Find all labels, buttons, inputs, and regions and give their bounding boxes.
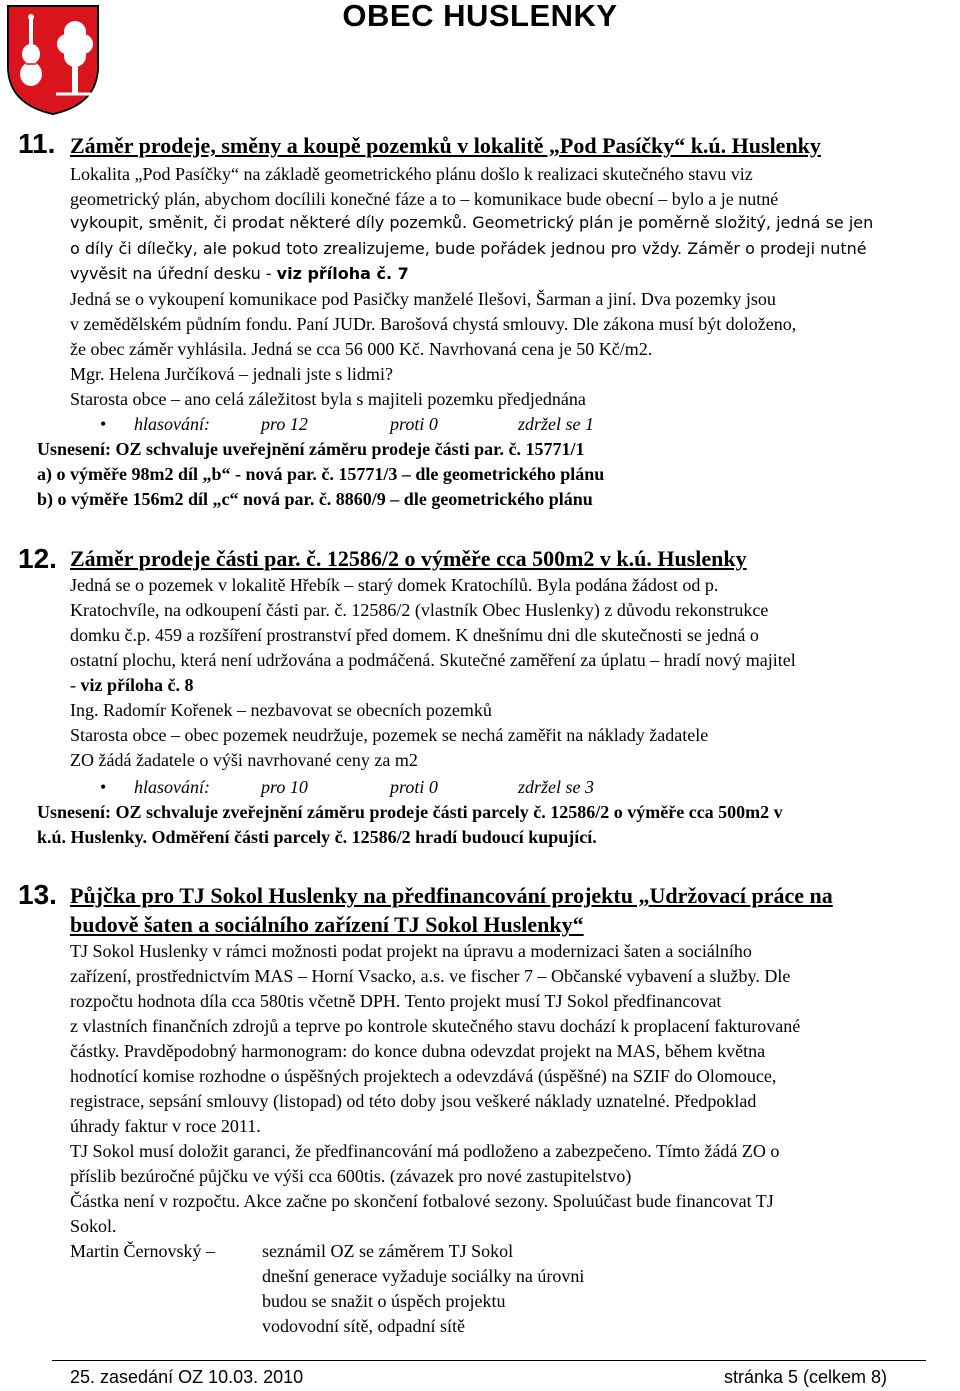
section-12-text: - viz příloha č. 8: [70, 675, 194, 695]
section-12-number: 12.: [18, 543, 57, 574]
attachment-ref: viz příloha č. 8: [80, 675, 194, 695]
footer-meeting: 25. zasedání OZ 10.03. 2010: [70, 1367, 304, 1387]
section-13-text: úhrady faktur v roce 2011.: [70, 1116, 261, 1136]
section-11-text: Jedná se o vykoupení komunikace pod Pasičky manželé Ilešovi, Šarman a jiní. Dva pozemky jsou: [70, 289, 776, 309]
section-13-title: budově šaten a sociálního zařízení TJ Sokol Huslenky“: [70, 912, 584, 937]
section-13-text: TJ Sokol Huslenky v rámci možnosti podat projekt na úpravu a modernizaci šaten a sociálního: [70, 941, 752, 961]
speech-item: seznámil OZ se záměrem TJ Sokol: [262, 1241, 514, 1261]
section-11-text: Mgr. Helena Jurčíková – jednali jste s lidmi?: [70, 364, 393, 384]
section-13-number: 13.: [18, 879, 57, 910]
section-11-text: geometrický plán, abychom docílili konečné fáze a to – komunikace bude obecní – bylo a je nutné: [70, 189, 779, 209]
section-13-text: registrace, sepsání smlouvy (listopad) od této doby jsou veškeré náklady uznatelné. Předpoklad: [70, 1091, 757, 1111]
speaker-name: Martin Černovský –: [70, 1241, 215, 1261]
footer-divider: [52, 1360, 926, 1361]
section-11-text: že obec záměr vyhlásila. Jedná se cca 56 000 Kč. Navrhovaná cena je 50 Kč/m2.: [70, 339, 653, 359]
section-13-text: zařízení, prostřednictvím MAS – Horní Vsacko, a.s. ve fischer 7 – Občanské vybavení a služby. Dle: [70, 966, 791, 986]
section-13-text: částky. Pravděpodobný harmonogram: do konce dubna odevzdat projekt na MAS, během května: [70, 1041, 766, 1061]
resolution: b) o výměře 156m2 díl „c“ nová par. č. 8860/9 – dle geometrického plánu: [37, 489, 593, 509]
section-12-text: Jedná se o pozemek v lokalitě Hřebík – starý domek Kratochílů. Byla podána žádost od p.: [70, 575, 719, 595]
section-13-text: příslib bezúročné půjčku ve výši cca 600tis. (závazek pro nové zastupitelstvo): [70, 1166, 632, 1186]
section-11-title: Záměr prodeje, směny a koupě pozemků v lokalitě „Pod Pasíčky“ k.ú. Huslenky: [70, 133, 821, 158]
section-13-title: Půjčka pro TJ Sokol Huslenky na předfinancování projektu „Udržovací práce na: [70, 883, 833, 908]
bullet-icon: •: [100, 414, 107, 434]
section-11-text: vykoupit, směnit, či prodat některé díly pozemků. Geometrický plán je poměrně složitý, jedná se jen: [70, 213, 874, 232]
section-13-text: rozpočtu hodnota díla cca 580tis včetně DPH. Tento projekt musí TJ Sokol předfinancovat: [70, 991, 722, 1011]
section-13-text: z vlastních finančních zdrojů a teprve po kontrole skutečného stavu dochází k proplacení fakturované: [70, 1016, 801, 1036]
section-13-text: Sokol.: [70, 1216, 117, 1236]
section-11-text: v zemědělském půdním fondu. Paní JUDr. Barošová chystá smlouvy. Dle zákona musí být doloženo,: [70, 314, 797, 334]
section-11-text: vyvěsit na úřední desku - viz příloha č. 7: [70, 264, 409, 283]
resolution: a) o výměře 98m2 díl „b“ - nová par. č. 15771/3 – dle geometrického plánu: [37, 464, 605, 484]
resolution: k.ú. Huslenky. Odměření části parcely č. 12586/2 hradí budoucí kupující.: [37, 827, 597, 847]
attachment-ref: viz příloha č. 7: [276, 264, 409, 283]
resolution: Usnesení: OZ schvaluje zveřejnění záměru prodeje části parcely č. 12586/2 o výměře cca 500m2 v: [37, 802, 783, 822]
section-13-text: Částka není v rozpočtu. Akce začne po skončení fotbalové sezony. Spoluúčast bude financovat TJ: [70, 1191, 774, 1211]
section-12-text: Kratochvíle, na odkoupení části par. č. 12586/2 (vlastník Obec Huslenky) z důvodu rekonstrukce: [70, 600, 769, 620]
section-11-text: o díly či dílečky, ale pokud toto zrealizujeme, bude pořádek jednou pro vždy. Záměr o prodeji nutné: [70, 239, 867, 258]
section-13-text: hodnotící komise rozhodne o úspěšných projektech a odevzdává (úspěšné) na SZIF do Olomouce,: [70, 1066, 777, 1086]
section-12-text: Ing. Radomír Kořenek – nezbavovat se obecních pozemků: [70, 700, 492, 720]
section-12-title: Záměr prodeje části par. č. 12586/2 o výměře cca 500m2 v k.ú. Huslenky: [70, 546, 747, 571]
section-12-text: Starosta obce – obec pozemek neudržuje, pozemek se nechá zaměřit na náklady žadatele: [70, 725, 709, 745]
speech-item: budou se snažit o úspěch projektu: [262, 1291, 506, 1311]
section-13-text: TJ Sokol musí doložit garanci, že předfinancování má podloženo a zabezpečeno. Tímto žádá ZO o: [70, 1141, 780, 1161]
section-11-number: 11.: [18, 128, 56, 159]
section-11-text: Lokalita „Pod Pasíčky“ na základě geometrického plánu došlo k realizaci skutečného stavu viz: [70, 164, 753, 184]
page-title: OBEC HUSLENKY: [342, 0, 618, 33]
speech-item: vodovodní sítě, odpadní sítě: [262, 1316, 465, 1336]
section-12-text: ostatní plochu, která není udržována a podmáčená. Skutečné zaměření za úplatu – hradí nový majitel: [70, 650, 796, 670]
section-12-text: domku č.p. 459 a rozšíření prostranství před domem. K dnešnímu dni dle skutečnosti se jedná o: [70, 625, 759, 645]
bullet-icon: •: [100, 777, 107, 797]
section-12-text: ZO žádá žadatele o výši navrhované ceny za m2: [70, 750, 418, 770]
resolution: Usnesení: OZ schvaluje uveřejnění záměru prodeje části par. č. 15771/1: [37, 439, 585, 459]
section-11-text: Starosta obce – ano celá záležitost byla s majiteli pozemku předjednána: [70, 389, 586, 409]
footer-page-number: stránka 5 (celkem 8): [724, 1367, 888, 1387]
speech-item: dnešní generace vyžaduje sociálky na úrovni: [262, 1266, 585, 1286]
coat-of-arms-icon: [6, 4, 100, 116]
